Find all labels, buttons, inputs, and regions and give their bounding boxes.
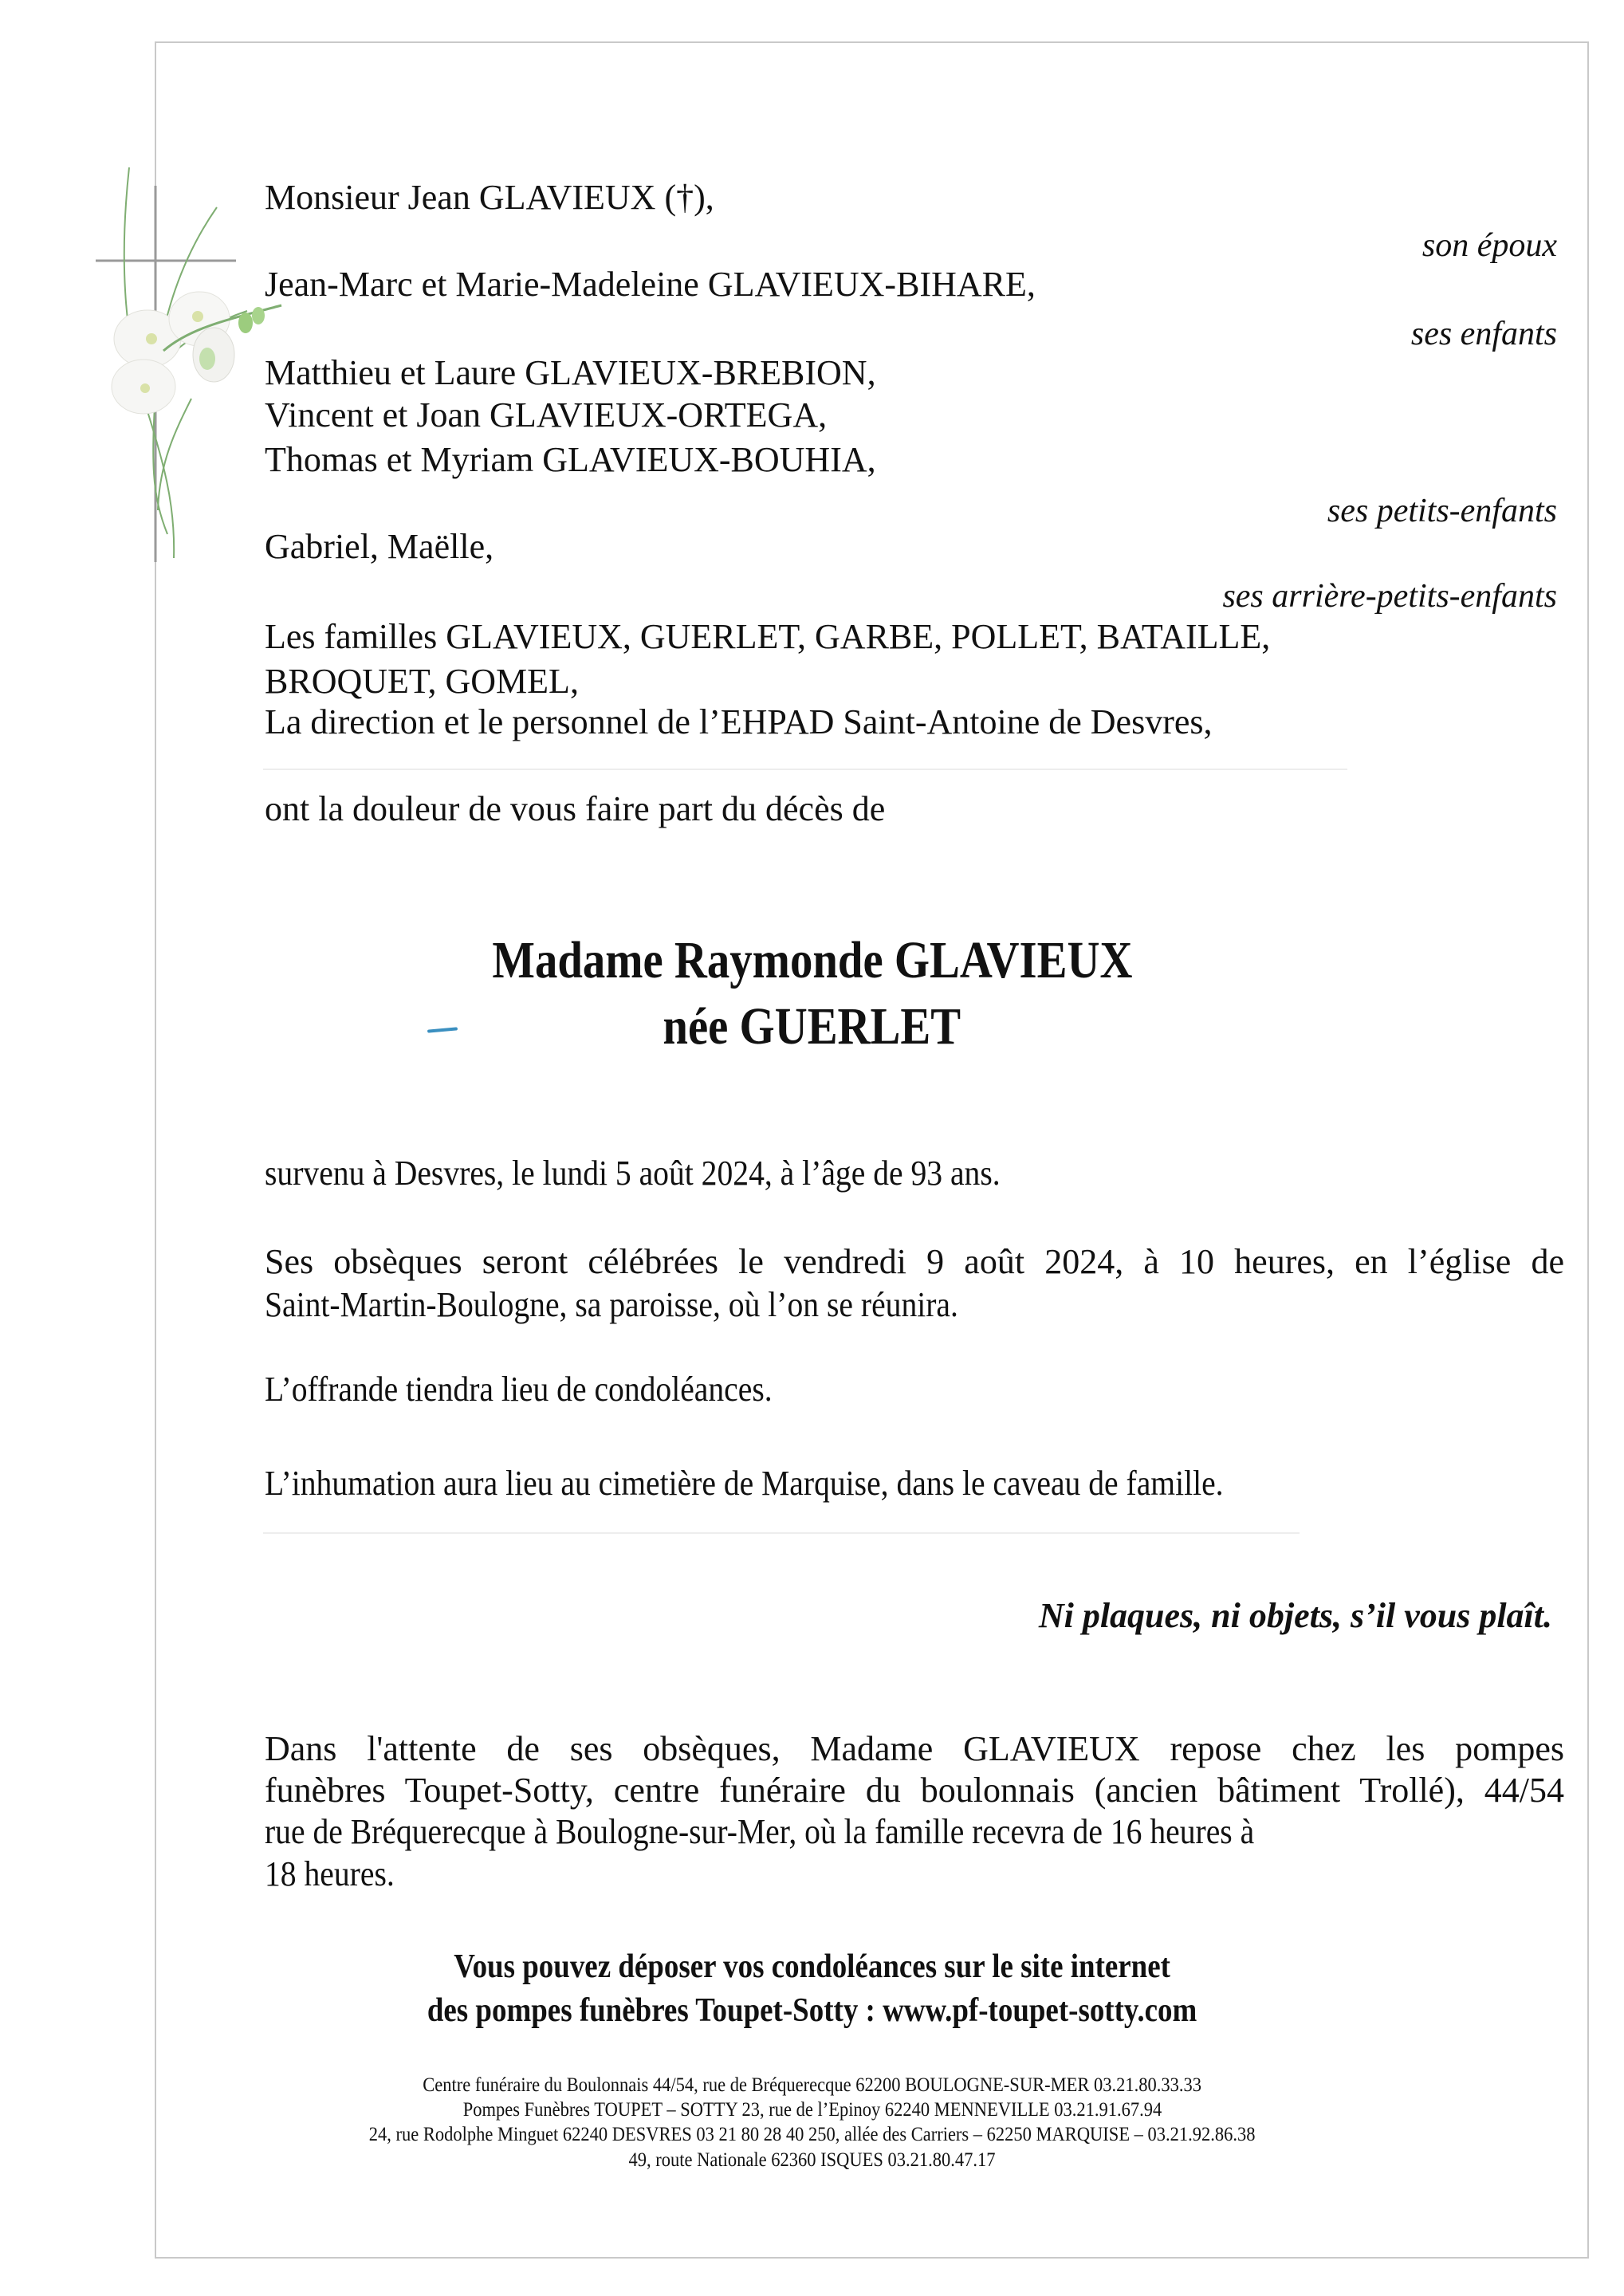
death-details [265,1156,1082,1191]
footer-address-text: Centre funéraire du Boulonnais 44/54, rue de Bréquerecque 62200 BOULOGNE-SUR-MER 03.21.80.33.33 [423,2074,1201,2096]
children-role: ses enfants [1410,316,1557,352]
scan-artifact-line [263,769,1347,770]
footer-address-text: Pompes Funèbres TOUPET – SOTTY 23, rue de l’Epinoy 62240 MENNEVILLE 03.21.91.67.94 [462,2099,1162,2121]
footer-address [0,2100,1624,2120]
other-family-line: La direction et le personnel de l’EHPAD Saint-Antoine de Desvres, [265,702,1213,741]
deceased-name [0,931,1624,989]
viewing-line [265,1854,409,1893]
great-grandchildren-names: Gabriel, Maëlle, [265,527,494,566]
offering-text [265,1372,828,1407]
burial-text-content: L’inhumation aura lieu au cimetière de Marquise, dans le caveau de famille. [265,1464,1224,1503]
deceased-maiden-name-text: née GUERLET [663,997,961,1056]
viewing-line-text: rue de Bréquerecque à Boulogne-sur-Mer, où la famille recevra de 16 heures à [265,1812,1255,1851]
viewing-line-text: 18 heures. [265,1854,395,1893]
scan-artifact-line [263,1532,1300,1534]
funeral-line [265,1285,1036,1324]
viewing-line: funèbres Toupet-Sotty, centre funéraire du boulonnais (ancien bâtiment Trollé), 44/54 [265,1771,1564,1810]
deceased-name-text: Madame Raymonde GLAVIEUX [491,931,1133,989]
burial-text [265,1466,1330,1501]
announcement-text: ont la douleur de vous faire part du décès de [265,789,886,828]
footer-address [0,2150,1624,2170]
footer-address [0,2075,1624,2095]
condolences-line-text: Vous pouvez déposer vos condoléances sur le site internet [454,1948,1170,1985]
footer-address [0,2125,1624,2145]
deceased-maiden-name [0,997,1624,1056]
condolences-website-text[interactable]: des pompes funèbres Toupet-Sotty : www.pf-toupet-sotty.com [427,1992,1197,2029]
funeral-line: Ses obsèques seront célébrées le vendredi 9 août 2024, à 10 heures, en l’église de [265,1242,1564,1281]
orchid-flowers-icon [112,292,281,414]
condolences-line [0,1950,1624,1983]
no-plaques-request: Ni plaques, ni objets, s’il vous plaît. [1038,1596,1552,1635]
spouse-role: son époux [1421,227,1557,264]
viewing-line [265,1814,1364,1850]
viewing-line: Dans l'attente de ses obsèques, Madame GLAVIEUX repose chez les pompes [265,1729,1564,1768]
footer-address-text: 24, rue Rodolphe Minguet 62240 DESVRES 03 21 80 28 40 250, allée des Carriers – 62250 MARQUISE – 03.21.92.86.38 [368,2124,1256,2145]
grandchild-name: Thomas et Myriam GLAVIEUX-BOUHIA, [265,440,876,479]
grandchild-name: Vincent et Joan GLAVIEUX-ORTEGA, [265,395,828,434]
condolences-website-line [0,1994,1624,2027]
grandchildren-role: ses petits-enfants [1327,493,1557,529]
spouse-name: Monsieur Jean GLAVIEUX (†), [265,178,714,217]
footer-address-text: 49, route Nationale 62360 ISQUES 03.21.80.47.17 [628,2149,996,2171]
children-name: Jean-Marc et Marie-Madeleine GLAVIEUX-BIHARE, [265,265,1036,304]
other-family-line: Les familles GLAVIEUX, GUERLET, GARBE, POLLET, BATAILLE, [265,617,1271,656]
grandchild-name: Matthieu et Laure GLAVIEUX-BREBION, [265,353,876,392]
death-details-text: survenu à Desvres, le lundi 5 août 2024, à l’âge de 93 ans. [265,1154,1001,1193]
other-family-line: BROQUET, GOMEL, [265,662,579,701]
funeral-line-text: Saint-Martin-Boulogne, sa paroisse, où l’on se réunira. [265,1285,958,1324]
great-grandchildren-role: ses arrière-petits-enfants [1222,578,1557,615]
offering-text-content: L’offrande tiendra lieu de condoléances. [265,1370,773,1409]
